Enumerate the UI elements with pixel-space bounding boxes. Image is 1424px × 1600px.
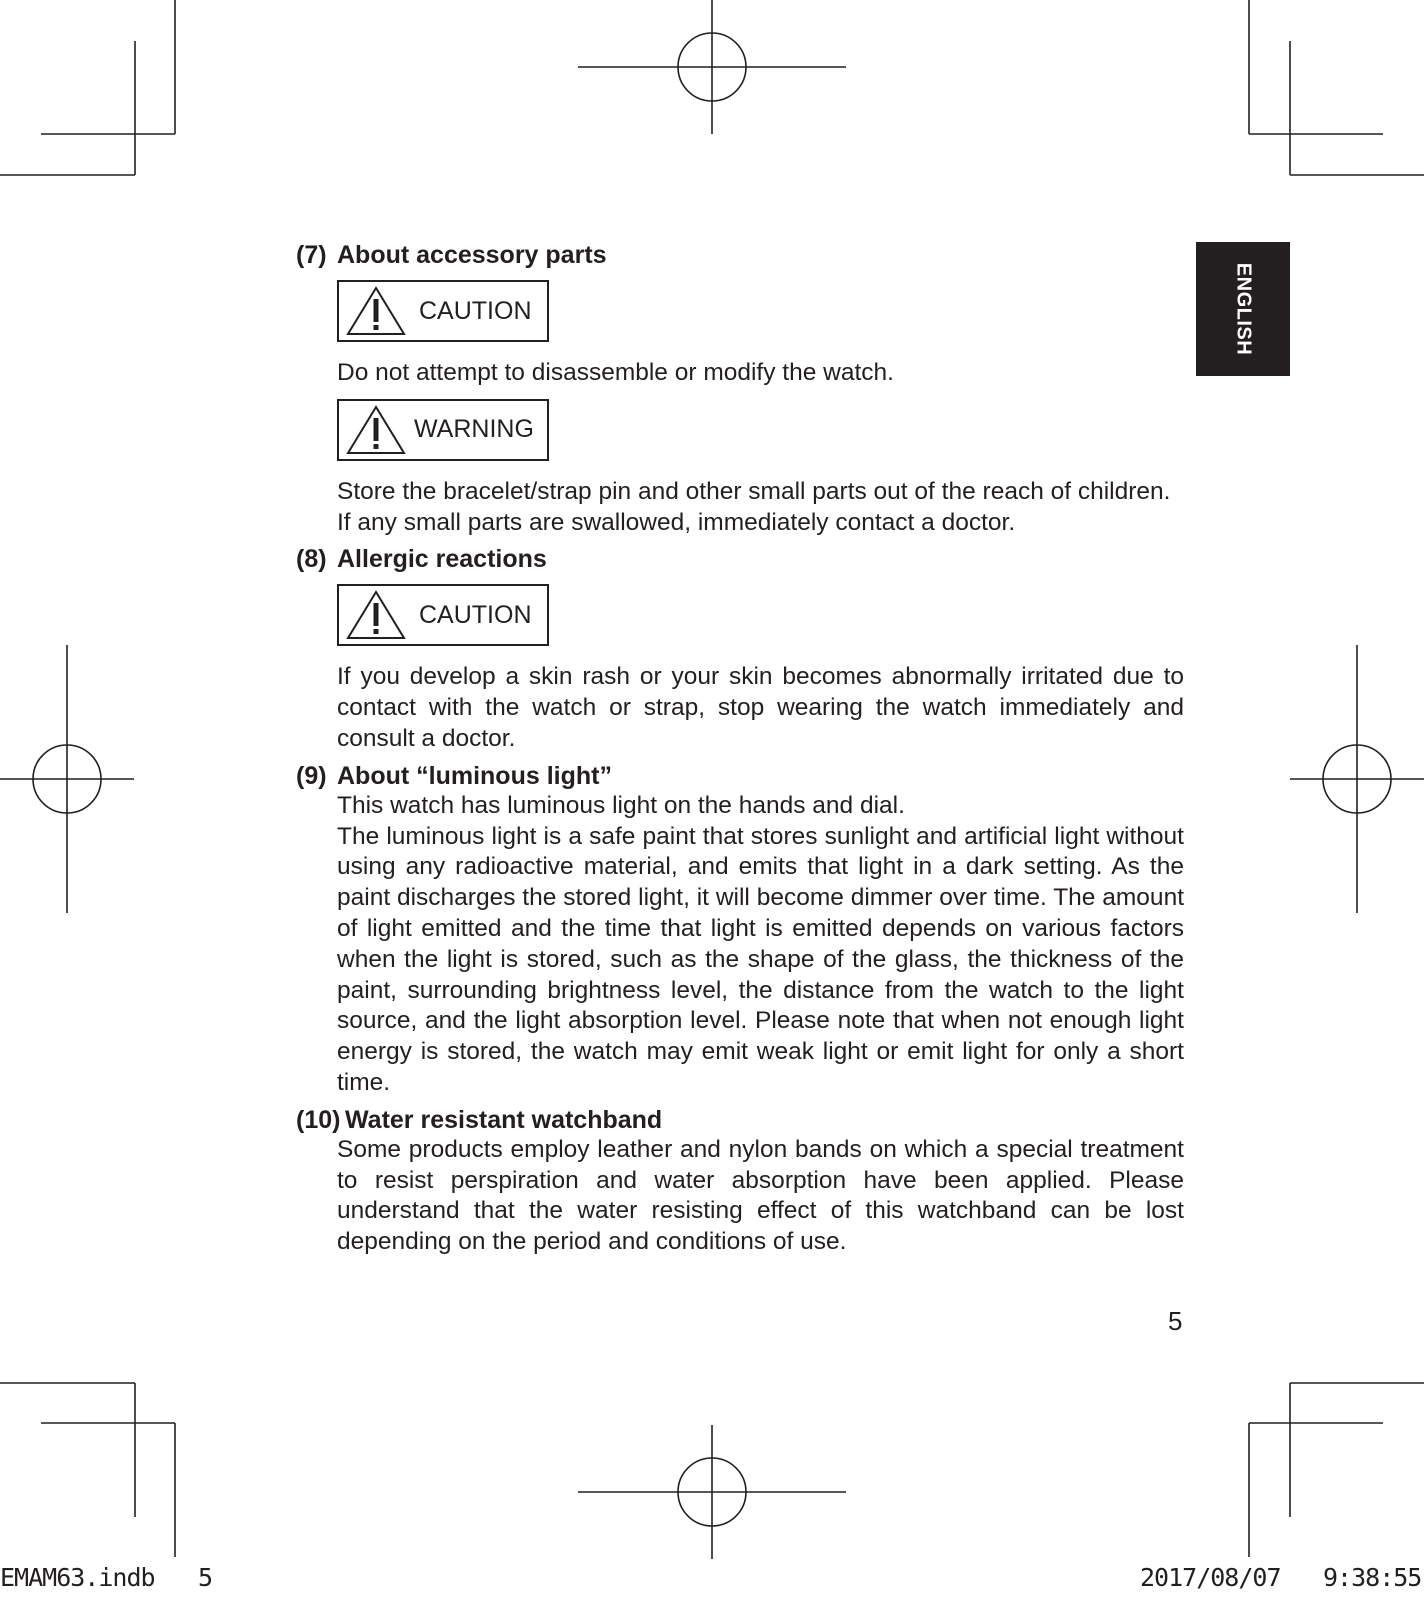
section-body [337, 358, 1184, 389]
section-number: (10) [296, 1105, 341, 1134]
body-paragraph: This watch has luminous light on the hands and dial. [337, 791, 905, 819]
body-paragraph: The luminous light is a safe paint that stores sunlight and artificial light without using any radioactive material, and emits that light in a dark setting. As the paint discharges the stored light, it will become dimmer over time. The amount of light emitted and the time that light is emitted depends on various factors when the light is stored, such as the shape of the glass, the thickness of the paint, surrounding brightness level, the distance from the watch to the light source, and the light absorption level. Please note that when not enough light energy is stored, the watch may emit weak light or emit light for only a short time. [337, 822, 1184, 1096]
footer-filename: EMAM63.indb [0, 1563, 155, 1592]
warning-text: If any small parts are swallowed, immediately contact a doctor. [337, 508, 1016, 536]
section-body [337, 791, 1184, 1099]
section-body [337, 1135, 1184, 1258]
section-title: Water resistant watchband [345, 1105, 663, 1134]
section-body [337, 477, 1184, 539]
section-number: (8) [296, 545, 327, 574]
section-title: Allergic reactions [337, 545, 547, 574]
caution-box [337, 280, 549, 342]
warning-triangle-icon [345, 589, 407, 641]
warning-box [337, 399, 549, 461]
caution-text: Do not attempt to disassemble or modify the watch. [337, 359, 894, 386]
warning-triangle-icon [345, 404, 407, 456]
page-number: 5 [1168, 1306, 1183, 1336]
body-paragraph: Some products employ leather and nylon bands on which a special treatment to resist perspiration and water absorption have been applied. Please understand that the water resisting effect of this watchband can be lost depending on the period and conditions of use. [337, 1135, 1184, 1256]
manual-content [296, 234, 1184, 1258]
warning-triangle-icon [345, 285, 407, 337]
section-number: (9) [296, 761, 327, 790]
caution-label: CAUTION [419, 600, 532, 629]
section-body [337, 662, 1184, 754]
section-heading [296, 544, 1184, 574]
footer-date: 2017/08/07 [1140, 1563, 1281, 1592]
section-heading [296, 240, 1184, 270]
section-heading [296, 1105, 1184, 1135]
caution-text: If you develop a skin rash or your skin becomes abnormally irritated due to contact with the watch or strap, stop wearing the watch immediately and consult a doctor. [337, 663, 1184, 752]
language-tab [1196, 242, 1290, 376]
footer-time: 9:38:55 [1323, 1563, 1422, 1592]
section-number: (7) [296, 241, 327, 269]
language-tab-label: ENGLISH [1232, 262, 1255, 356]
section-heading [296, 761, 1184, 791]
section-title: About “luminous light” [337, 761, 612, 790]
warning-label: WARNING [414, 415, 534, 444]
caution-box [337, 584, 549, 646]
caution-label: CAUTION [419, 296, 532, 325]
footer-page: 5 [198, 1563, 213, 1592]
section-title: About accessory parts [337, 241, 607, 269]
warning-text: Store the bracelet/strap pin and other small parts out of the reach of children. [337, 477, 1171, 505]
